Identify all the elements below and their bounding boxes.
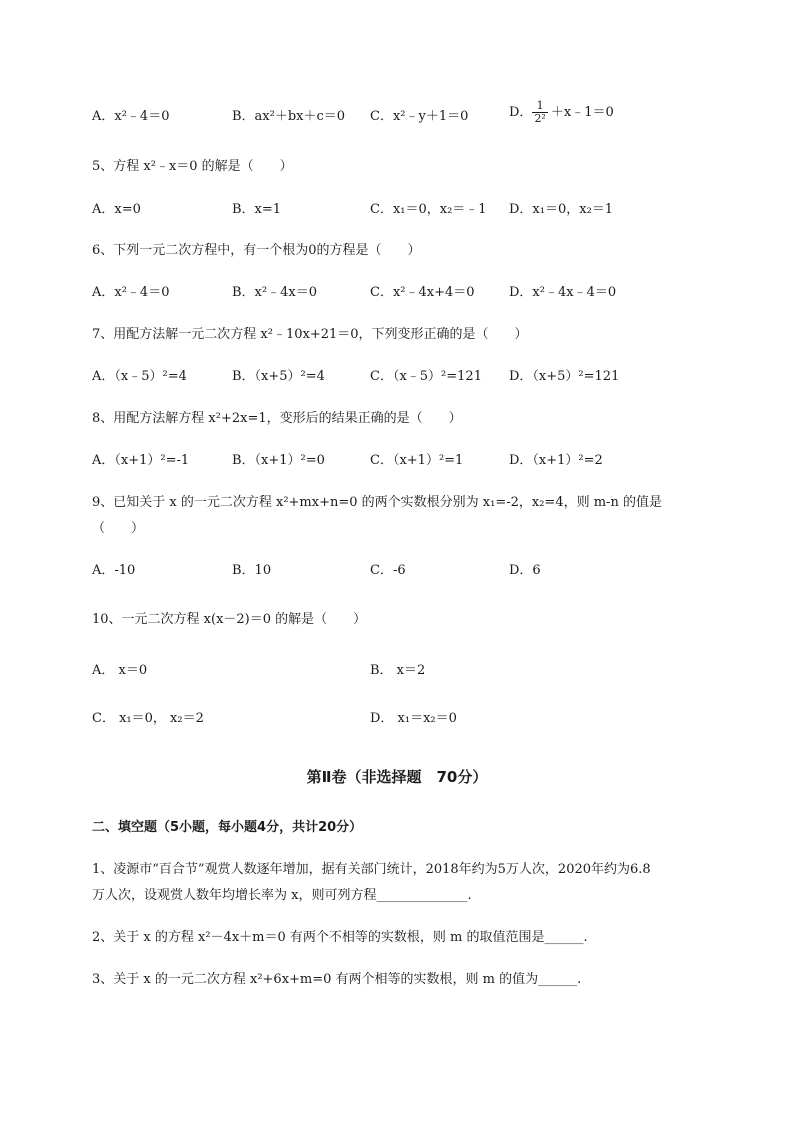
fill-question-2: 2、关于 x 的方程 x²－4x＋m＝0 有两个不相等的实数根，则 m 的取值范围是______. [92, 930, 588, 945]
q7-option-d: D．（x+5）²=121 [509, 369, 620, 384]
q4-option-d-prefix: D． [509, 105, 533, 120]
q7-option-b: B．（x+5）²=4 [232, 369, 325, 384]
q4-option-d-suffix: ＋x﹣1＝0 [550, 105, 614, 120]
fraction [532, 100, 547, 125]
q10-option-d: D． x₁＝x₂＝0 [370, 711, 457, 726]
q8-option-a: A．（x+1）²=-1 [92, 453, 190, 468]
q6-option-c: C．x²﹣4x+4＝0 [370, 285, 475, 300]
part-2-title: 第Ⅱ卷（非选择题 70分） [306, 768, 488, 786]
fill-question-1-line-2: 万人次，设观赏人数年均增长率为 x，则可列方程______________. [92, 888, 472, 903]
q6-option-b: B．x²﹣4x＝0 [232, 285, 317, 300]
fraction-numerator: 1 [532, 100, 547, 113]
fill-question-1-line-1: 1、凌源市“百合节”观赏人数逐年增加，据有关部门统计，2018年约为5万人次，2020年约为6.8 [92, 862, 651, 877]
q4-option-a: A．x²﹣4＝0 [92, 109, 170, 124]
question-7-stem: 7、用配方法解一元二次方程 x²﹣10x+21＝0，下列变形正确的是（ ） [92, 327, 528, 342]
question-10-stem: 10、一元二次方程 x(x－2)＝0 的解是（ ） [92, 612, 367, 627]
q10-option-c: C． x₁＝0， x₂＝2 [92, 711, 204, 726]
fill-question-3: 3、关于 x 的一元二次方程 x²+6x+m=0 有两个相等的实数根，则 m 的值为______. [92, 972, 582, 987]
q5-option-d: D．x₁＝0，x₂＝1 [509, 202, 614, 217]
q5-option-a: A．x=0 [92, 202, 141, 217]
question-9-stem: 9、已知关于 x 的一元二次方程 x²+mx+n=0 的两个实数根分别为 x₁=-2，x₂=4，则 m-n 的值是 [92, 495, 662, 510]
question-5-stem: 5、方程 x²﹣x＝0 的解是（ ） [92, 159, 293, 174]
q10-option-a: A． x＝0 [92, 663, 148, 678]
q8-option-b: B．（x+1）²=0 [232, 453, 325, 468]
q4-option-b: B．ax²＋bx＋c＝0 [232, 109, 346, 124]
q4-option-d [509, 100, 614, 125]
question-8-stem: 8、用配方法解方程 x²+2x=1，变形后的结果正确的是（ ） [92, 411, 462, 426]
q8-option-d: D．（x+1）²=2 [509, 453, 603, 468]
q7-option-a: A．（x﹣5）²=4 [92, 369, 187, 384]
q4-option-c: C．x²﹣y＋1＝0 [370, 109, 469, 124]
q10-option-b: B． x＝2 [370, 663, 426, 678]
fraction-denominator: 2² [534, 112, 546, 125]
q9-option-b: B．10 [232, 563, 272, 578]
section-heading: 二、填空题（5小题，每小题4分，共计20分） [92, 820, 363, 835]
q9-option-c: C．-6 [370, 563, 406, 578]
q8-option-c: C．（x+1）²=1 [370, 453, 464, 468]
q9-option-a: A．-10 [92, 563, 136, 578]
q6-option-d: D．x²﹣4x﹣4＝0 [509, 285, 617, 300]
q7-option-c: C．（x﹣5）²=121 [370, 369, 482, 384]
question-6-stem: 6、下列一元二次方程中，有一个根为0的方程是（ ） [92, 243, 421, 258]
q6-option-a: A．x²﹣4＝0 [92, 285, 170, 300]
q5-option-c: C．x₁＝0，x₂＝﹣1 [370, 202, 487, 217]
question-9-answer-blank: （ ） [92, 521, 145, 536]
q9-option-d: D．6 [509, 563, 541, 578]
q5-option-b: B．x=1 [232, 202, 282, 217]
